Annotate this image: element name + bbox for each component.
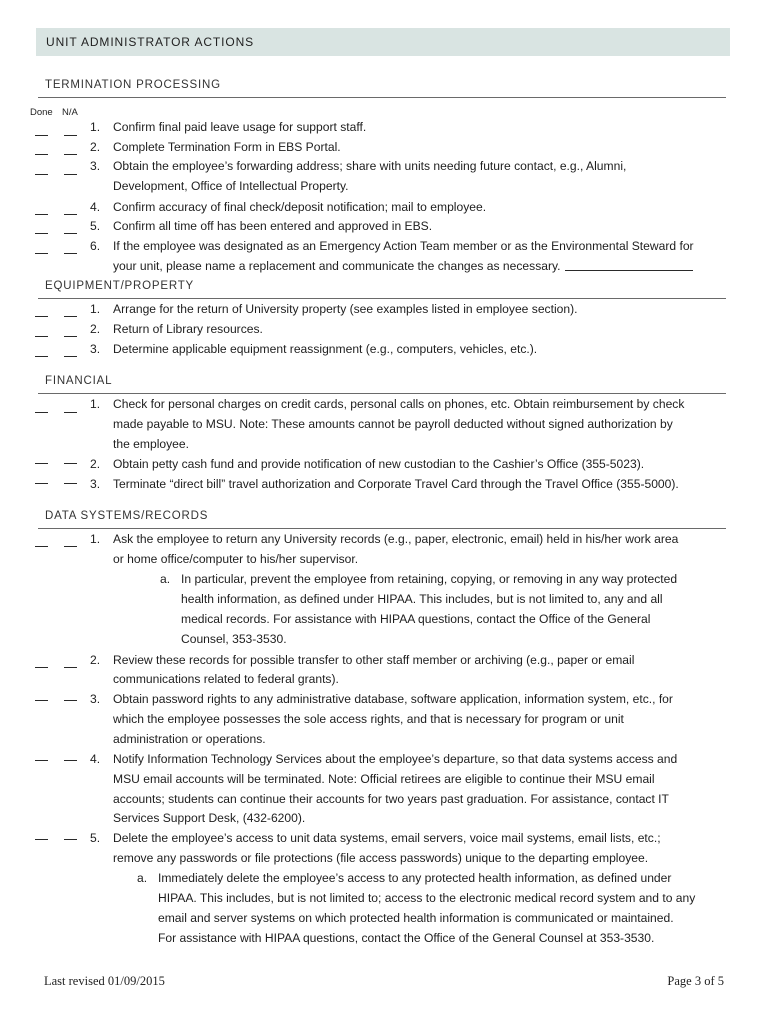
- na-blank[interactable]: [64, 667, 77, 668]
- item-text: Confirm accuracy of final check/deposit notification; mail to employee.: [113, 200, 487, 214]
- item-text: Arrange for the return of University property (see examples listed in employee section).: [113, 302, 578, 316]
- subitem-text: For assistance with HIPAA questions, contact the Office of the General Counsel at 353-3530.: [158, 931, 655, 945]
- done-blank[interactable]: [35, 546, 48, 547]
- na-blank[interactable]: [64, 412, 77, 413]
- item-number: 5.: [90, 219, 101, 233]
- item-number: 2.: [90, 653, 101, 667]
- section-title-data-systems: DATA SYSTEMS/RECORDS: [45, 510, 209, 522]
- item-text: communications related to federal grants).: [113, 672, 339, 686]
- done-blank[interactable]: [35, 760, 48, 761]
- divider: [38, 393, 726, 394]
- item-text: made payable to MSU. Note: These amounts cannot be payroll deducted without signed authorization by: [113, 417, 673, 431]
- na-blank[interactable]: [64, 174, 77, 175]
- footer-revised-date: Last revised 01/09/2015: [44, 974, 165, 988]
- item-text: [113, 258, 693, 274]
- item-number: 5.: [90, 831, 101, 845]
- subitem-text: In particular, prevent the employee from retaining, copying, or removing in any way protected: [181, 572, 678, 586]
- done-blank[interactable]: [35, 412, 48, 413]
- na-blank[interactable]: [64, 700, 77, 701]
- item-text: remove any passwords or file protections (file access passwords) unique to the departing employee.: [113, 851, 649, 865]
- item-text: Return of Library resources.: [113, 322, 263, 336]
- na-blank[interactable]: [64, 546, 77, 547]
- item-text: Terminate “direct bill” travel authorization and Corporate Travel Card through the Travel Office (355-5000).: [113, 477, 679, 491]
- subitem-text: Immediately delete the employee’s access to any protected health information, as defined under: [158, 871, 672, 885]
- column-label-na: N/A: [62, 107, 78, 118]
- item-number: 1.: [90, 397, 101, 411]
- item-text: which the employee possesses the sole access rights, and that is necessary for program or unit: [113, 712, 624, 726]
- done-blank[interactable]: [35, 336, 48, 337]
- item-text: If the employee was designated as an Emergency Action Team member or as the Environmental Steward for: [113, 239, 694, 253]
- subitem-text: HIPAA. This includes, but is not limited to; access to the electronic medical record system and to any: [158, 891, 696, 905]
- na-blank[interactable]: [64, 154, 77, 155]
- na-blank[interactable]: [64, 253, 77, 254]
- item-text: Review these records for possible transfer to other staff member or archiving (e.g., paper or email: [113, 653, 635, 667]
- item-text: MSU email accounts will be terminated. Note: Official retirees are eligible to continue their MSU email: [113, 772, 655, 786]
- item-text: Obtain the employee’s forwarding address; share with units needing future contact, e.g., Alumni,: [113, 159, 627, 173]
- item-text: Check for personal charges on credit cards, personal calls on phones, etc. Obtain reimbursement by check: [113, 397, 685, 411]
- item-number: 6.: [90, 239, 101, 253]
- footer-page-number: Page 3 of 5: [667, 974, 724, 988]
- item-number: 3.: [90, 342, 101, 356]
- item-number: 1.: [90, 532, 101, 546]
- subitem-text: medical records. For assistance with HIPAA questions, contact the Office of the General: [181, 612, 651, 626]
- subitem-text: email and server systems on which protected health information is communicated or maintained.: [158, 911, 674, 925]
- item-text: Ask the employee to return any University records (e.g., paper, electronic, email) held in his/her work area: [113, 532, 679, 546]
- done-blank[interactable]: [35, 700, 48, 701]
- na-blank[interactable]: [64, 356, 77, 357]
- item-number: 4.: [90, 752, 101, 766]
- item-text-line: your unit, please name a replacement and communicate the changes as necessary.: [113, 259, 561, 273]
- divider: [38, 298, 726, 299]
- divider: [38, 528, 726, 529]
- item-number: 3.: [90, 692, 101, 706]
- item-text: Confirm final paid leave usage for support staff.: [113, 120, 367, 134]
- item-number: 1.: [90, 120, 101, 134]
- done-blank[interactable]: [35, 233, 48, 234]
- na-blank[interactable]: [64, 760, 77, 761]
- section-header-bar: [36, 28, 730, 56]
- na-blank[interactable]: [64, 233, 77, 234]
- na-blank[interactable]: [64, 135, 77, 136]
- na-blank[interactable]: [64, 336, 77, 337]
- replacement-name-field[interactable]: [565, 270, 693, 271]
- done-blank[interactable]: [35, 356, 48, 357]
- done-blank[interactable]: [35, 839, 48, 840]
- item-number: 2.: [90, 457, 101, 471]
- done-blank[interactable]: [35, 135, 48, 136]
- item-number: 3.: [90, 477, 101, 491]
- na-blank[interactable]: [64, 483, 77, 484]
- item-number: 2.: [90, 322, 101, 336]
- section-title-equipment: EQUIPMENT/PROPERTY: [45, 280, 195, 292]
- na-blank[interactable]: [64, 839, 77, 840]
- item-number: 3.: [90, 159, 101, 173]
- item-text: Obtain petty cash fund and provide notification of new custodian to the Cashier’s Office (355-5023).: [113, 457, 645, 471]
- column-label-done: Done: [30, 107, 53, 118]
- item-text: Notify Information Technology Services about the employee’s departure, so that data systems access and: [113, 752, 678, 766]
- subitem-text: health information, as defined under HIPAA. This includes, but is not limited to, any and all: [181, 592, 663, 606]
- item-text: the employee.: [113, 437, 189, 451]
- section-title-financial: FINANCIAL: [45, 375, 113, 387]
- item-text: or home office/computer to his/her supervisor.: [113, 552, 359, 566]
- done-blank[interactable]: [35, 253, 48, 254]
- done-blank[interactable]: [35, 154, 48, 155]
- na-blank[interactable]: [64, 463, 77, 464]
- na-blank[interactable]: [64, 214, 77, 215]
- divider: [38, 97, 726, 98]
- done-blank[interactable]: [35, 463, 48, 464]
- item-text: Obtain password rights to any administrative database, software application, information system, etc., for: [113, 692, 673, 706]
- item-text: Services Support Desk, (432-6200).: [113, 811, 306, 825]
- done-blank[interactable]: [35, 214, 48, 215]
- header-title: UNIT ADMINISTRATOR ACTIONS: [46, 35, 255, 49]
- done-blank[interactable]: [35, 667, 48, 668]
- item-number: 4.: [90, 200, 101, 214]
- done-blank[interactable]: [35, 174, 48, 175]
- item-text: Delete the employee’s access to unit data systems, email servers, voice mail systems, email lists, etc.;: [113, 831, 661, 845]
- section-title-termination: TERMINATION PROCESSING: [45, 79, 221, 91]
- done-blank[interactable]: [35, 316, 48, 317]
- item-number: 1.: [90, 302, 101, 316]
- na-blank[interactable]: [64, 316, 77, 317]
- item-text: Confirm all time off has been entered and approved in EBS.: [113, 219, 433, 233]
- item-text: Development, Office of Intellectual Property.: [113, 179, 349, 193]
- subitem-label: a.: [160, 572, 171, 586]
- subitem-text: Counsel, 353-3530.: [181, 632, 287, 646]
- item-text: Complete Termination Form in EBS Portal.: [113, 140, 341, 154]
- item-text: accounts; students can continue their accounts for two years past graduation. For assistance, contact IT: [113, 792, 669, 806]
- item-text: administration or operations.: [113, 732, 266, 746]
- done-blank[interactable]: [35, 483, 48, 484]
- subitem-label: a.: [137, 871, 148, 885]
- item-text: Determine applicable equipment reassignment (e.g., computers, vehicles, etc.).: [113, 342, 538, 356]
- item-number: 2.: [90, 140, 101, 154]
